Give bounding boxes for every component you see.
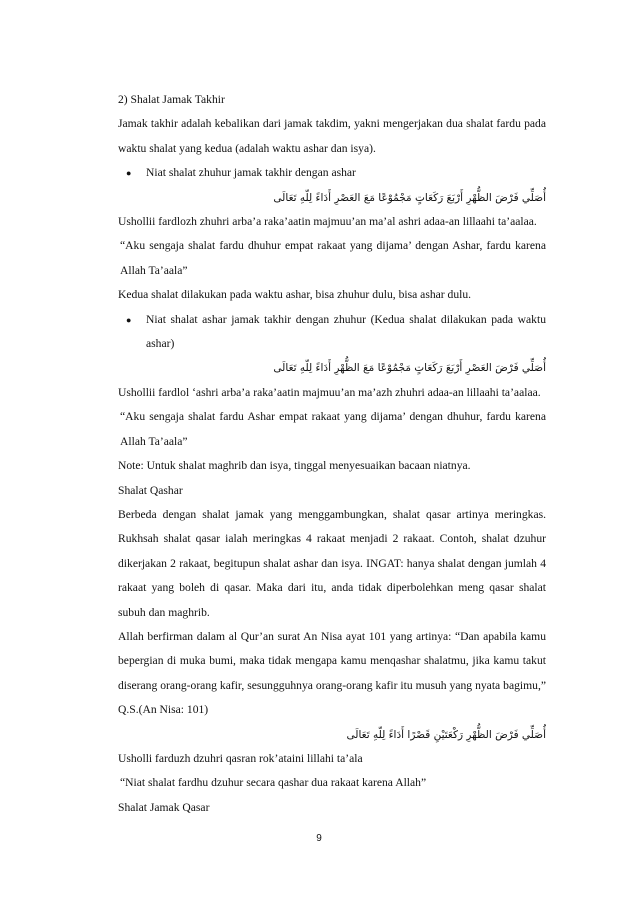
page-number: 9 <box>316 833 322 844</box>
transliteration-zhuhur: Ushollii fardlozh zhuhri arba’a raka’aatin majmuu’an ma’al ashri adaa-an lillaahi ta’aalaa. <box>118 215 537 229</box>
jamak-qasar-title: Shalat Jamak Qasar <box>118 800 210 814</box>
bullet-item-niat-zhuhur <box>118 161 546 185</box>
bullet-icon: ● <box>126 168 132 179</box>
paragraph-jamak-takhir: Jamak takhir adalah kebalikan dari jamak takdim, yakni mengerjakan dua shalat fardu pada waktu shalat yang kedua (adalah waktu ashar dan isya). <box>118 117 546 155</box>
arabic-niat-zhuhur: أُصَلِّي فَرْضَ الظُّهْرِ أَرْبَعَ رَكَعَاتٍ مَجْمُوْعًا مَعَ العَصْرِ أَدَاءً لِلّهِ تَعَالَى <box>273 191 546 204</box>
meaning-zhuhur: “Aku sengaja shalat fardu dhuhur empat rakaat yang dijama’ dengan Ashar, fardu karena Allah Ta’aala” <box>120 239 546 277</box>
arabic-niat-qashar: أُصَلِّي فَرْضَ الظُّهْرِ رَكْعَتَيْنِ قَصْرًا أَدَاءً لِلّهِ تَعَالَى <box>346 728 546 741</box>
arabic-niat-ashar: أُصَلِّي فَرْضَ العَصْرِ أَرْبَعَ رَكَعَاتٍ مَجْمُوْعًا مَعَ الظُّهْرِ أَدَاءً لِلّهِ تَعَالَى <box>273 362 546 375</box>
note-text: Note: Untuk shalat maghrib dan isya, tinggal menyesuaikan bacaan niatnya. <box>118 459 471 473</box>
bullet-icon: ● <box>126 314 132 325</box>
meaning-qashar: “Niat shalat fardhu dzuhur secara qashar dua rakaat karena Allah” <box>120 776 427 790</box>
transliteration-qashar: Usholli farduzh dzuhri qasran rok’ataini lillahi ta’ala <box>118 751 363 765</box>
transliteration-ashar: Ushollii fardlol ‘ashri arba’a raka’aatin majmuu’an ma’azh zhuhri adaa-an lillaahi ta’aalaa. <box>118 385 541 399</box>
document-body <box>118 88 546 820</box>
bullet-text: Niat shalat ashar jamak takhir dengan zhuhur (Kedua shalat dilakukan pada waktu ashar) <box>146 312 546 351</box>
paragraph-qashar: Berbeda dengan shalat jamak yang menggambungkan, shalat qasar artinya meringkas. Rukhsah shalat qasar ialah meringkas 4 rakaat menjadi 2 rakaat. Contoh, shalat dzuhur dikerjakan 2 rakaat, begitupun shalat ashar dan isya. INGAT: hanya shalat dengan jumlah 4 rakaat yang boleh di qasar. Maka dari itu, anda tidak diperbolehkan meng qasar shalat subuh dan maghrib. <box>118 507 546 619</box>
bullet-item-niat-ashar <box>118 308 546 357</box>
paragraph-an-nisa: Allah berfirman dalam al Qur’an surat An Nisa ayat 101 yang artinya: “Dan apabila kamu bepergian di muka bumi, maka tidak mengapa kamu menqashar shalatmu, jika kamu takut diserang orang-orang kafir, sesungguhnya orang-orang kafir itu musuh yang nyata bagimu,” Q.S.(An Nisa: 101) <box>118 629 546 717</box>
meaning-ashar: “Aku sengaja shalat fardu Ashar empat rakaat yang dijama’ dengan dhuhur, fardu karena Allah Ta’aala” <box>120 410 546 448</box>
bullet-text: Niat shalat zhuhur jamak takhir dengan ashar <box>146 166 356 180</box>
qashar-title: Shalat Qashar <box>118 483 183 497</box>
paragraph-kedua-shalat: Kedua shalat dilakukan pada waktu ashar, bisa zhuhur dulu, bisa ashar dulu. <box>118 288 472 302</box>
section-title: 2) Shalat Jamak Takhir <box>118 93 225 106</box>
